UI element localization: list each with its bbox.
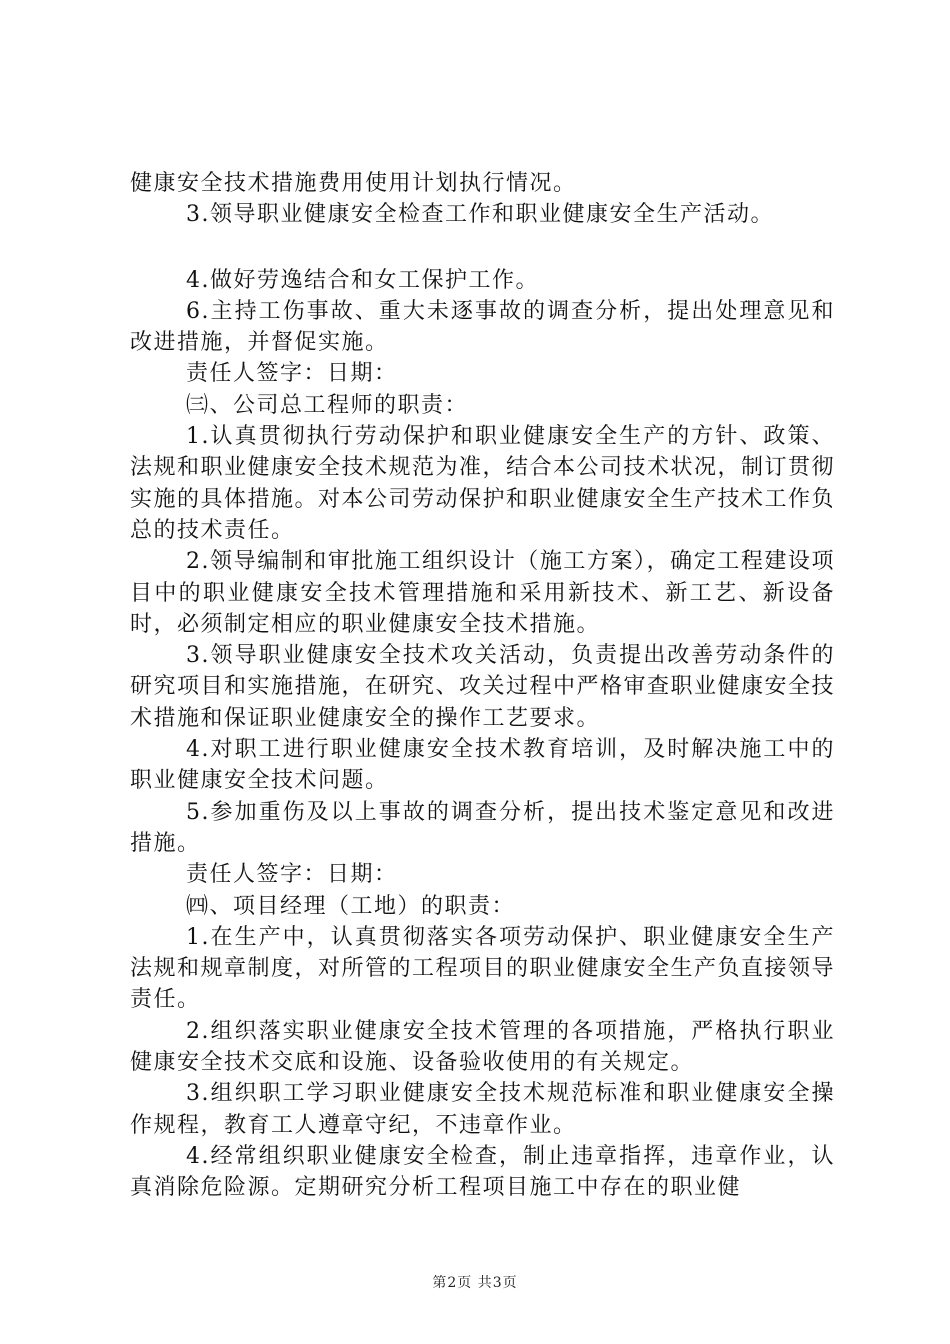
document-body: [130, 168, 835, 1204]
paragraph-item-3: 3.组织职工学习职业健康安全技术规范标准和职业健康安全操作规程，教育工人遵章守纪，不违章作业。: [130, 1081, 835, 1138]
paragraph-item-2: 2.领导编制和审批施工组织设计（施工方案），确定工程建设项目中的职业健康安全技术管理措施和采用新技术、新工艺、新设备时，必须制定相应的职业健康安全技术措施。: [130, 549, 835, 637]
paragraph-item-6: 6.主持工伤事故、重大未逐事故的调查分析，提出处理意见和改进措施，并督促实施。: [130, 298, 835, 356]
paragraph-item-4: 4.做好劳逸结合和女工保护工作。: [186, 267, 539, 293]
section-heading: ㈣、项目经理（工地）的职责：: [186, 893, 516, 919]
signature-line: 责任人签字：日期：: [186, 361, 398, 387]
paragraph-item-1: 1.认真贯彻执行劳动保护和职业健康安全生产的方针、政策、法规和职业健康安全技术规范为准，结合本公司技术状况，制订贯彻实施的具体措施。对本公司劳动保护和职业健康安全生产技术工作负总的技术责任。: [130, 424, 836, 543]
paragraph-item-5: 5.参加重伤及以上事故的调查分析，提出技术鉴定意见和改进措施。: [130, 799, 835, 856]
paragraph-item-3: 3.领导职业健康安全检查工作和职业健康安全生产活动。: [186, 202, 774, 228]
paragraph-item-3: 3.领导职业健康安全技术攻关活动，负责提出改善劳动条件的研究项目和实施措施，在研究、攻关过程中严格审查职业健康安全技术措施和保证职业健康安全的操作工艺要求。: [130, 643, 836, 731]
signature-line: 责任人签字：日期：: [186, 862, 398, 888]
paragraph-item-1: 1.在生产中，认真贯彻落实各项劳动保护、职业健康安全生产法规和规章制度，对所管的工程项目的职业健康安全生产负直接领导责任。: [130, 924, 836, 1013]
paragraph-continuation: 健康安全技术措施费用使用计划执行情况。: [130, 171, 577, 196]
paragraph-item-2: 2.组织落实职业健康安全技术管理的各项措施，严格执行职业健康安全技术交底和设施、设备验收使用的有关规定。: [130, 1018, 835, 1076]
paragraph-item-4: 4.经常组织职业健康安全检查，制止违章指挥，违章作业，认真消除危险源。定期研究分析工程项目施工中存在的职业健: [130, 1143, 835, 1201]
blank-line: [130, 231, 835, 265]
page-footer: 第2页 共3页: [432, 1275, 518, 1291]
section-heading: ㈢、公司总工程师的职责：: [186, 392, 469, 418]
paragraph-item-4: 4.对职工进行职业健康安全技术教育培训，及时解决施工中的职业健康安全技术问题。: [130, 737, 835, 794]
